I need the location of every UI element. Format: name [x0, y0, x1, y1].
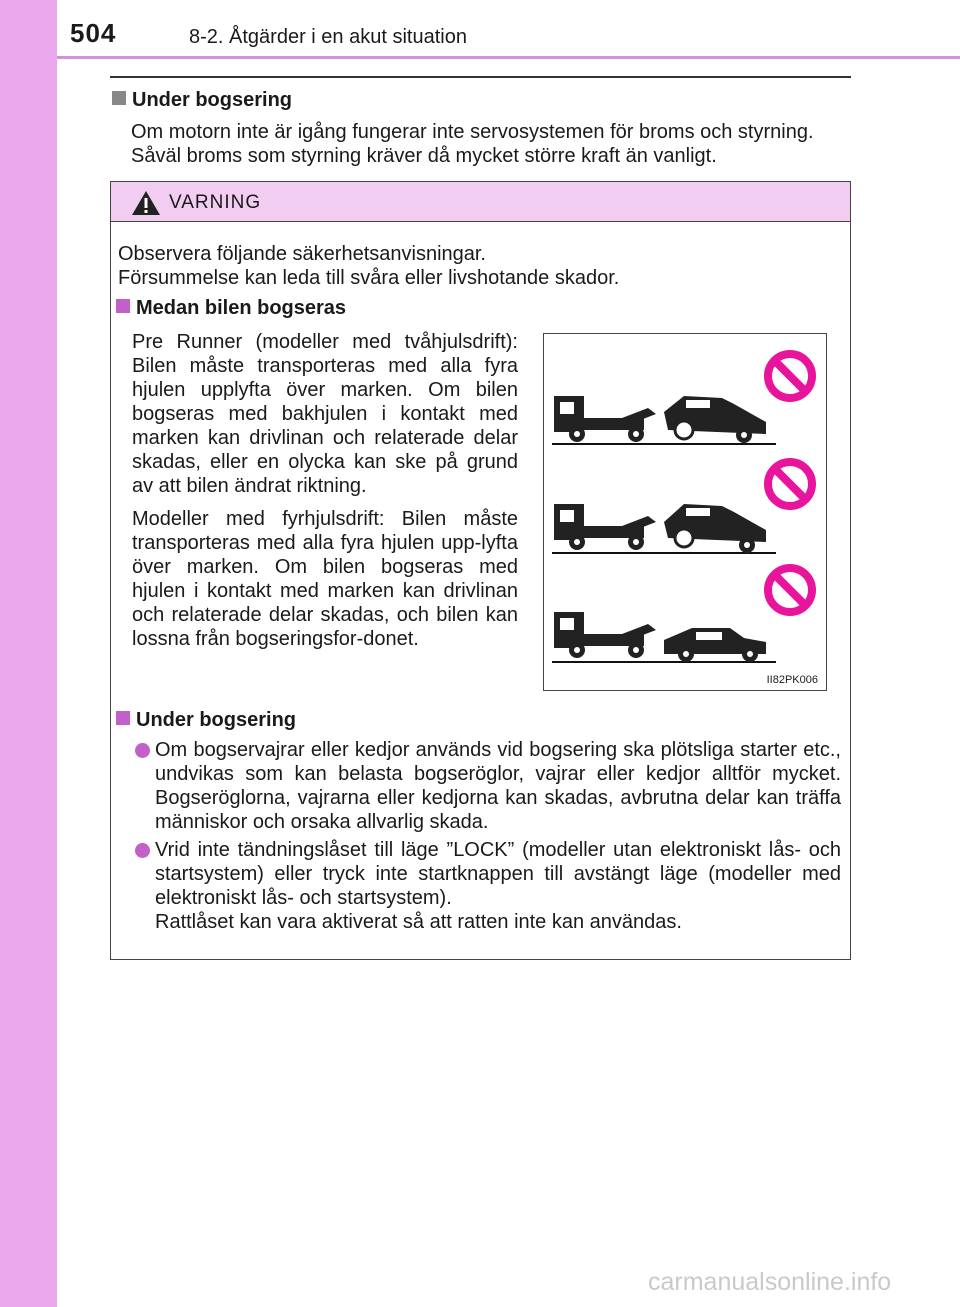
towing-scene-1 — [552, 354, 812, 444]
section-rule — [110, 76, 851, 78]
sub1-heading — [116, 296, 346, 320]
bullet-dot-icon — [135, 743, 150, 758]
sub1-paragraph-2: Modeller med fyrhjulsdrift: Bilen måste transporteras med alla fyra hjulen upp-lyfta över marken. Om bilen bogseras med hjulen i kontakt med marken kan drivlinan och relaterade delar skadas, och bilen kan lossna från bogseringsfor-donet. — [132, 508, 518, 650]
figure-code: II82PK006 — [766, 674, 818, 686]
section-heading — [112, 89, 292, 112]
sub1-heading-text: Medan bilen bogseras — [136, 297, 347, 319]
page-sidebar — [0, 0, 57, 1307]
sub1-paragraph-1: Pre Runner (modeller med tvåhjulsdrift): Bilen måste transporteras med alla fyra hjulen upplyfta över marken. Om bilen bogseras med bakhjulen i kontakt med marken kan drivlinan och relaterade delar skadas, eller en olycka kan ske på grund av att bilen ändrat riktning. — [132, 331, 518, 497]
towing-scene-2 — [552, 462, 812, 553]
chapter-title: 8-2. Åtgärder i en akut situation — [189, 26, 467, 48]
page-number: 504 — [70, 18, 117, 48]
square-bullet-icon — [116, 711, 130, 725]
watermark: carmanualsonline.info — [648, 1268, 892, 1296]
bullet-dot-icon — [135, 843, 150, 858]
square-bullet-icon — [116, 299, 130, 313]
square-bullet-icon — [112, 91, 126, 105]
sub2-bullet-2-note: Rattlåset kan vara aktiverat så att ratten inte kan användas. — [155, 911, 682, 933]
towing-illustration — [543, 333, 827, 691]
towing-diagram — [544, 334, 826, 690]
towing-scene-3 — [552, 568, 812, 662]
section-line-1: Om motorn inte är igång fungerar inte servosystemen för broms och styrning. — [131, 121, 814, 143]
warning-triangle-icon — [131, 190, 161, 216]
warning-intro-1: Observera följande säkerhetsanvisningar. — [118, 243, 486, 265]
header-divider — [57, 56, 960, 59]
section-heading-text: Under bogsering — [132, 89, 293, 111]
sub2-bullet-2: Vrid inte tändningslåset till läge ”LOCK” (modeller utan elektroniskt lås- och startsystem) eller tryck inte startknappen till avstängt läge (modeller med elektroniskt lås- och startsystem). — [155, 839, 841, 909]
warning-intro-2: Försummelse kan leda till svåra eller livshotande skador. — [118, 267, 620, 289]
section-line-2: Såväl broms som styrning kräver då mycket större kraft än vanligt. — [131, 145, 717, 167]
sub2-heading — [116, 708, 296, 732]
sub2-bullet-1: Om bogservajrar eller kedjor används vid bogsering ska plötsliga starter etc., undvikas som kan belasta bogseröglor, vajrar eller kedjor alltför mycket. Bogseröglorna, vajrarna eller kedjorna kan skadas, avbrutna delar kan träffa människor och orsaka allvarlig skada. — [155, 739, 841, 833]
sub2-heading-text: Under bogsering — [136, 709, 297, 731]
warning-label: VARNING — [169, 192, 262, 213]
warning-header — [111, 182, 850, 222]
